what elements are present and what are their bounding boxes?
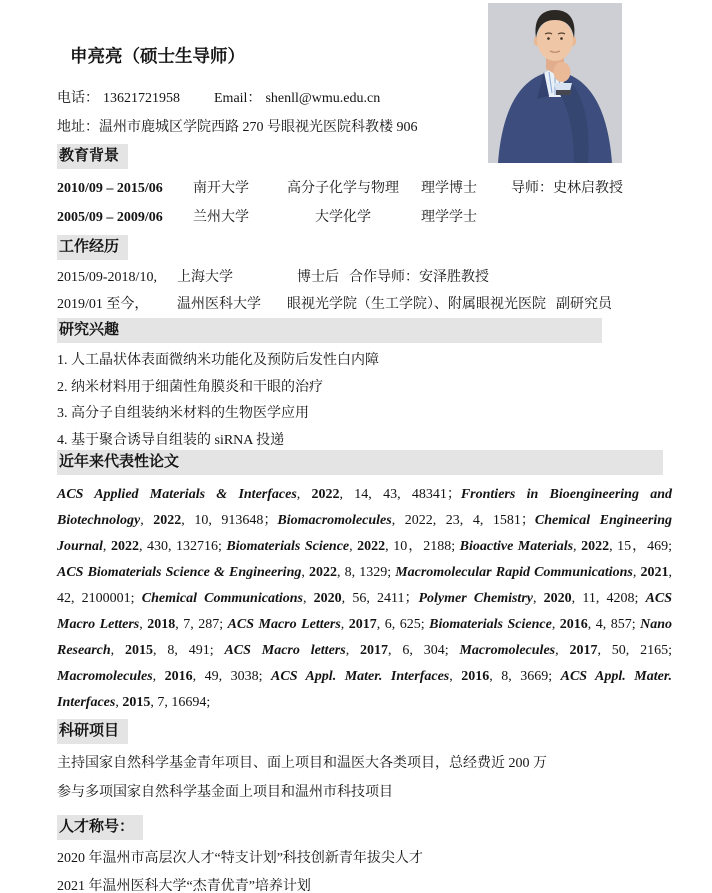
publication-journal: Polymer Chemistry	[418, 591, 533, 606]
publication-separator: ,	[110, 643, 126, 658]
publication-year: 2015	[125, 643, 154, 658]
education-row	[57, 179, 672, 198]
publication-journal: Nano Research	[57, 617, 673, 658]
section-talents	[57, 815, 672, 840]
publication-numbers: , 8, 491;	[153, 643, 225, 658]
work-role: 博士后	[297, 270, 339, 285]
section-title-projects: 科研项目	[57, 719, 128, 744]
publication-numbers: , 10，2188;	[385, 539, 460, 554]
publication-journal: Bioactive Materials	[459, 539, 574, 554]
talent-line: 2020 年温州市高层次人才“特支计划”科技创新青年拔尖人才	[57, 851, 423, 866]
publication-numbers: , 23, 4, 1581；	[432, 513, 535, 528]
publication-year: 2017	[360, 643, 389, 658]
section-publications	[57, 450, 672, 475]
email-value: shenll@wmu.edu.cn	[265, 91, 381, 106]
publication-entry	[57, 487, 461, 502]
publication-numbers: , 14, 43, 48341；	[339, 487, 461, 502]
education-degree: 理学学士	[421, 210, 477, 225]
phone-label: 电话：	[57, 91, 99, 106]
publication-year: 2015	[122, 695, 151, 710]
publication-entry	[57, 669, 271, 684]
education-major: 大学化学	[315, 210, 371, 225]
section-interests	[57, 318, 672, 343]
publication-year: 2020	[313, 591, 342, 606]
education-school: 兰州大学	[193, 210, 249, 225]
publication-separator: ,	[391, 513, 405, 528]
publication-year: 2022	[581, 539, 610, 554]
work-row	[57, 295, 672, 314]
publication-numbers: , 6, 625;	[376, 617, 430, 632]
profile-photo	[488, 3, 622, 163]
publication-numbers: , 430, 132716;	[138, 539, 227, 554]
phone-value: 13621721958	[103, 91, 180, 106]
publication-journal: Biomaterials Science	[429, 617, 552, 632]
publication-numbers: , 7, 287;	[175, 617, 228, 632]
work-period: 2015/09-2018/10,	[57, 270, 157, 285]
work-department: 眼视光学院（生工学院）、附属眼视光医院	[287, 297, 546, 312]
publication-journal: ACS Appl. Mater. Interfaces	[271, 669, 450, 684]
work-organization: 温州医科大学	[177, 297, 261, 312]
publication-separator: ,	[296, 487, 312, 502]
publication-separator: ,	[340, 617, 349, 632]
publication-journal: Chemical Communications	[141, 591, 303, 606]
publication-entry	[57, 565, 395, 580]
research-interest-list	[57, 348, 672, 454]
work-role: 副研究员	[556, 297, 612, 312]
publication-journal: ACS Biomaterials Science & Engineering	[57, 565, 302, 580]
project-line: 参与多项国家自然科学基金面上项目和温州市科技项目	[57, 785, 393, 800]
publication-entry	[277, 513, 535, 528]
publication-separator: ,	[139, 617, 148, 632]
publication-journal: ACS Appl. Mater. Interfaces	[57, 669, 673, 710]
publication-journal: Biomaterials Science	[226, 539, 350, 554]
publication-numbers: , 11, 4208;	[571, 591, 646, 606]
section-title-interests: 研究兴趣	[57, 318, 602, 343]
publication-numbers: , 50, 2165;	[597, 643, 673, 658]
publication-entry	[429, 617, 640, 632]
publication-year: 2022	[153, 513, 182, 528]
publication-separator: ,	[532, 591, 544, 606]
work-organization: 上海大学	[177, 270, 233, 285]
publication-year: 2022	[404, 513, 433, 528]
publication-numbers: , 6, 304;	[388, 643, 460, 658]
section-title-talents: 人才称号：	[57, 815, 143, 840]
publication-journal: ACS Macro Letters	[227, 617, 341, 632]
publication-year: 2021	[640, 565, 669, 580]
education-period: 2005/09 – 2009/06	[57, 210, 163, 225]
publication-entry	[459, 643, 672, 658]
section-title-publications: 近年来代表性论文	[57, 450, 663, 475]
publication-entry	[228, 617, 430, 632]
publication-entry	[271, 669, 561, 684]
publication-journal: Macromolecules	[57, 669, 153, 684]
work-row	[57, 268, 672, 287]
publication-numbers: , 15，469;	[609, 539, 673, 554]
publication-year: 2020	[543, 591, 572, 606]
publication-journal: Chemical Engineering Journal	[57, 513, 673, 554]
address-value: 温州市鹿城区学院西路 270 号眼视光医院科教楼 906	[99, 120, 418, 135]
publication-year: 2018	[147, 617, 176, 632]
publication-separator: ,	[555, 643, 570, 658]
publication-entry	[224, 643, 459, 658]
publication-year: 2017	[348, 617, 377, 632]
education-period: 2010/09 – 2015/06	[57, 181, 163, 196]
publication-numbers: , 10, 913648；	[181, 513, 278, 528]
publication-numbers: , 4, 857;	[587, 617, 641, 632]
education-advisor: 导师：史林启教授	[511, 181, 623, 196]
publication-year: 2022	[308, 565, 337, 580]
education-school: 南开大学	[193, 181, 249, 196]
publication-year: 2022	[357, 539, 386, 554]
publication-year: 2016	[164, 669, 193, 684]
publication-journal: Macromolecules	[459, 643, 556, 658]
publication-year: 2016	[461, 669, 490, 684]
work-period: 2019/01 至今，	[57, 297, 149, 312]
publication-year: 2022	[311, 487, 340, 502]
address-label: 地址：	[57, 120, 99, 135]
section-title-work: 工作经历	[57, 235, 128, 260]
publication-separator: ,	[632, 565, 641, 580]
publication-entry	[142, 591, 419, 606]
publications-paragraph	[57, 482, 672, 716]
publication-separator: ,	[573, 539, 582, 554]
publication-separator: ,	[345, 643, 361, 658]
publication-separator: ,	[301, 565, 309, 580]
publication-journal: Frontiers in Bioengineering and Biotechnology	[57, 487, 673, 528]
publication-separator: ,	[102, 539, 111, 554]
education-row	[57, 208, 672, 227]
publication-journal: ACS Applied Materials & Interfaces	[57, 487, 297, 502]
research-interest-item: 3. 高分子自组装纳米材料的生物医学应用	[57, 406, 309, 421]
project-line: 主持国家自然科学基金青年项目、面上项目和温医大各类项目，总经费近 200 万	[57, 756, 547, 771]
publication-separator: ,	[140, 513, 154, 528]
publication-entry	[226, 539, 459, 554]
publication-entry	[418, 591, 645, 606]
publication-journal: ACS Macro Letters	[57, 591, 673, 632]
section-title-education: 教育背景	[57, 144, 128, 169]
publication-separator: ,	[152, 669, 165, 684]
research-interest-item: 2. 纳米材料用于细菌性角膜炎和干眼的治疗	[57, 379, 323, 395]
publication-entry	[460, 539, 672, 554]
publication-separator: ,	[349, 539, 358, 554]
publication-numbers: , 49, 3038;	[192, 669, 272, 684]
publication-numbers: , 42, 2100001;	[57, 565, 672, 606]
publication-numbers: , 8, 3669;	[489, 669, 561, 684]
publication-journal: Macromolecular Rapid Communications	[395, 565, 633, 580]
publication-separator: ,	[551, 617, 560, 632]
publication-separator: ,	[302, 591, 314, 606]
research-interest-item: 1. 人工晶状体表面微纳米功能化及预防后发性白内障	[57, 353, 379, 368]
publication-separator: ,	[449, 669, 462, 684]
person-name: 申亮亮（硕士生导师）	[70, 46, 245, 66]
email-label: Email：	[214, 91, 262, 106]
publication-journal: ACS Macro letters	[224, 643, 346, 658]
publication-year: 2017	[569, 643, 598, 658]
research-interest-item: 4. 基于聚合诱导自组装的 siRNA 投递	[57, 432, 285, 448]
work-advisor: 合作导师：安泽胜教授	[349, 270, 489, 285]
publication-separator: ,	[115, 695, 123, 710]
publication-journal: Biomacromolecules	[277, 513, 392, 528]
education-degree: 理学博士	[421, 181, 477, 196]
section-projects	[57, 719, 672, 744]
publication-year: 2022	[110, 539, 139, 554]
talent-line: 2021 年温州医科大学“杰青优青”培养计划	[57, 879, 311, 893]
publication-numbers: , 8, 1329;	[336, 565, 396, 580]
education-major: 高分子化学与物理	[287, 181, 399, 196]
section-work	[57, 235, 672, 260]
publication-numbers: , 56, 2411；	[341, 591, 419, 606]
publication-numbers: , 7, 16694;	[150, 695, 211, 710]
publication-year: 2016	[559, 617, 588, 632]
